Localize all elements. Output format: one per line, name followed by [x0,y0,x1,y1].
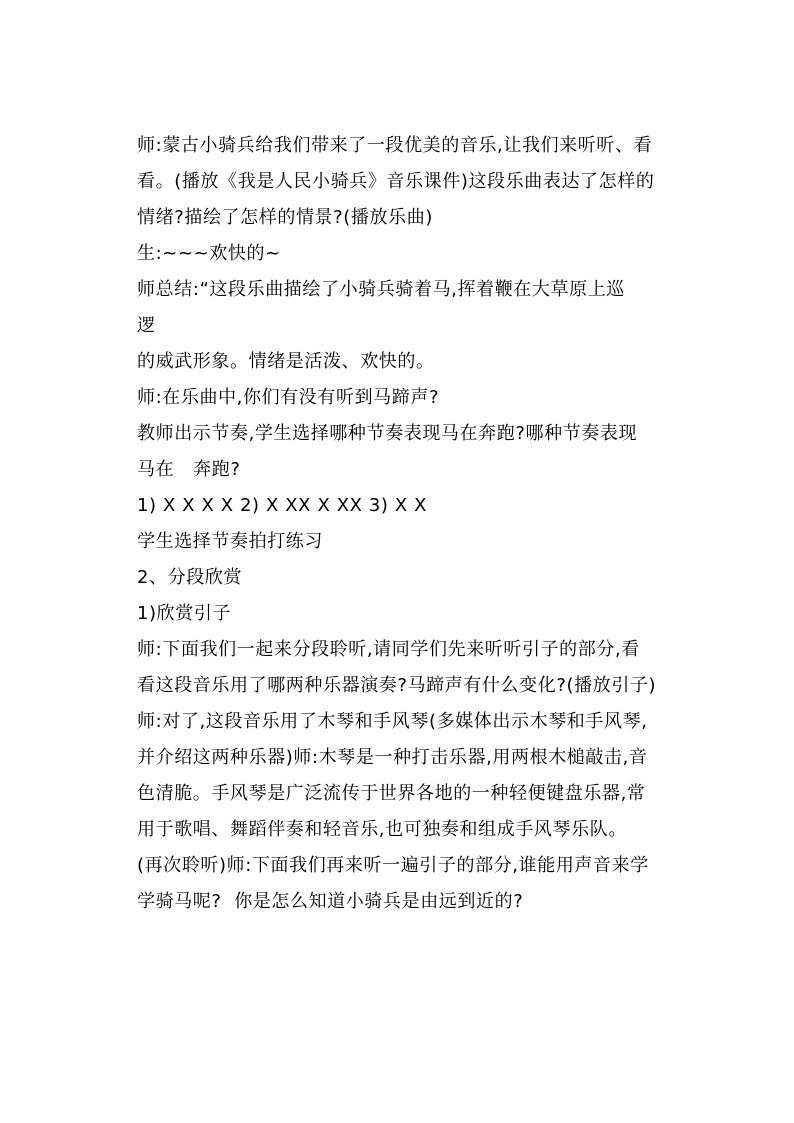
text-line: 马在 奔跑? [137,459,241,480]
text-line: 的威武形象。情绪是活泼、欢快的。 [137,351,435,372]
text-line: 看。(播放《我是人民小骑兵》音乐课件)这段乐曲表达了怎样的 [137,171,655,192]
text-line: 师总结:“这段乐曲描绘了小骑兵骑着马,挥着鞭在大草原上巡 [137,279,625,300]
text-line: 色清脆。手风琴是广泛流传于世界各地的一种轻便键盘乐器,常 [137,783,646,804]
text-line: 1)欣赏引子 [137,603,232,624]
text-line: 生:~~~欢快的~ [137,243,281,264]
text-line: 并介绍这两种乐器)师:木琴是一种打击乐器,用两根木槌敲击,音 [137,747,648,768]
text-line: 师:蒙古小骑兵给我们带来了一段优美的音乐,让我们来听听、看 [137,135,653,156]
text-line: 学生选择节奏拍打练习 [137,531,323,552]
text-line: 看这段音乐用了哪两种乐器演奏?马蹄声有什么变化?(播放引子) [137,675,657,696]
text-line: (再次聆听)师:下面我们再来听一遍引子的部分,谁能用声音来学 [137,855,649,876]
text-line: 2、分段欣赏 [137,567,243,588]
text-line: 逻 [137,315,156,336]
text-line: 情绪?描绘了怎样的情景?(播放乐曲) [137,207,433,228]
text-line: 学骑马呢? 你是怎么知道小骑兵是由远到近的? [137,891,524,912]
text-line: 师:在乐曲中,你们有没有听到马蹄声? [137,387,440,408]
text-line: 师:下面我们一起来分段聆听,请同学们先来听听引子的部分,看 [137,639,640,660]
text-line: 师:对了,这段音乐用了木琴和手风琴(多媒体出示木琴和手风琴, [137,711,648,732]
text-line: 教师出示节奏,学生选择哪种节奏表现马在奔跑?哪种节奏表现 [137,423,638,444]
text-line: 用于歌唱、舞蹈伴奏和轻音乐,也可独奏和组成手风琴乐队。 [137,819,627,840]
text-line: 1) X X X X 2) X XX X XX 3) X X [137,495,428,516]
